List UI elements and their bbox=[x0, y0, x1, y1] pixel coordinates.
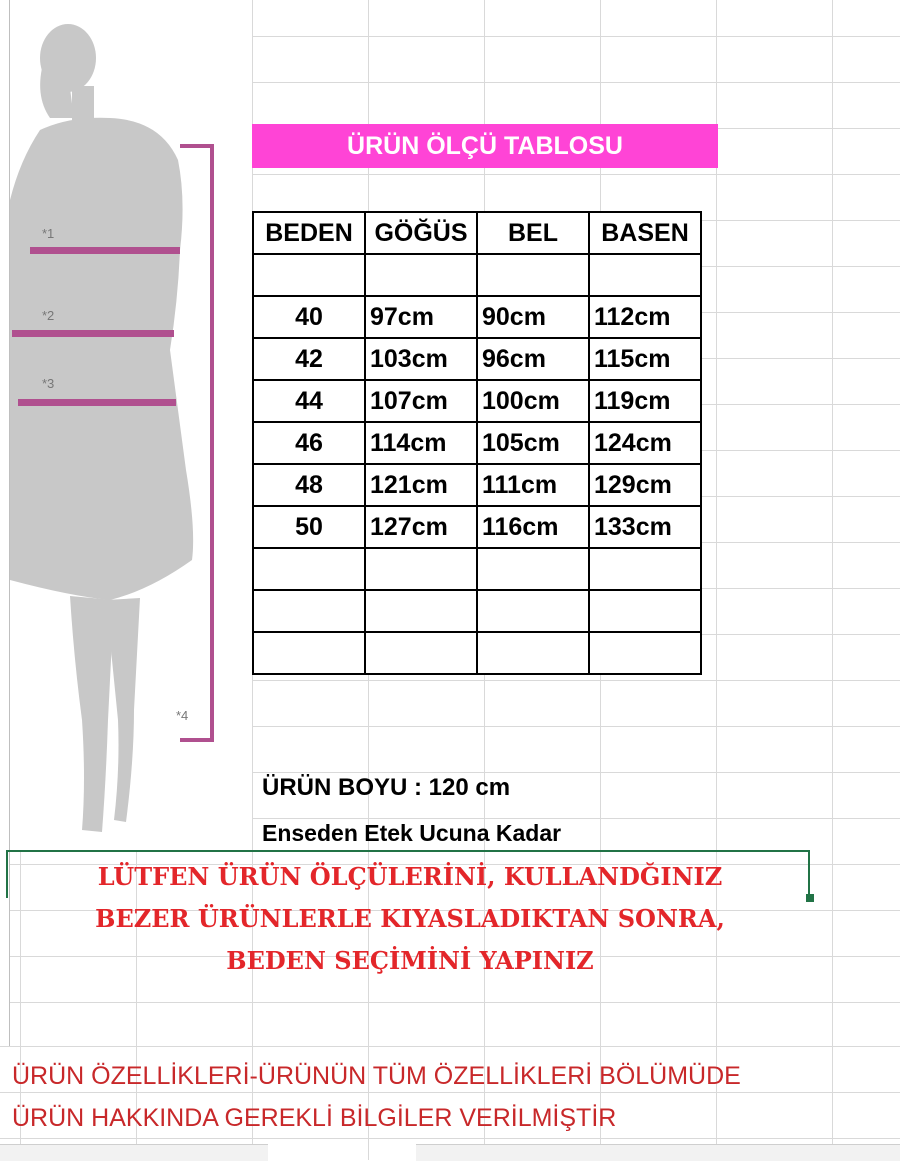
table-cell: 40 bbox=[253, 296, 365, 338]
marker-hip: *3 bbox=[42, 376, 55, 391]
product-length-note: Enseden Etek Ucuna Kadar bbox=[262, 820, 562, 846]
size-table-title: ÜRÜN ÖLÇÜ TABLOSU bbox=[252, 124, 718, 168]
table-cell: 133cm bbox=[589, 506, 701, 548]
table-cell bbox=[365, 632, 477, 674]
table-cell bbox=[589, 548, 701, 590]
table-cell: 121cm bbox=[365, 464, 477, 506]
table-row bbox=[253, 464, 701, 506]
table-cell: 116cm bbox=[477, 506, 589, 548]
table-cell: 42 bbox=[253, 338, 365, 380]
table-cell: 115cm bbox=[589, 338, 701, 380]
table-cell: 127cm bbox=[365, 506, 477, 548]
footer-line: ÜRÜN HAKKINDA GEREKLİ BİLGİLER VERİLMİŞTİR bbox=[12, 1104, 617, 1132]
marker-waist: *2 bbox=[42, 308, 55, 323]
marker-length: *4 bbox=[176, 708, 189, 723]
notice-line: BEZER ÜRÜNLERLE KIYASLADIKTAN SONRA, bbox=[95, 904, 725, 933]
table-cell: 129cm bbox=[589, 464, 701, 506]
hip-measure-line bbox=[18, 399, 176, 406]
table-header-row bbox=[253, 212, 701, 254]
table-cell: 119cm bbox=[589, 380, 701, 422]
table-cell: 50 bbox=[253, 506, 365, 548]
sheet-tab[interactable] bbox=[0, 1144, 268, 1161]
table-cell: 100cm bbox=[477, 380, 589, 422]
measurement-figure bbox=[10, 0, 252, 850]
notice-line: BEDEN SEÇİMİNİ YAPINIZ bbox=[226, 946, 594, 975]
table-cell: 111cm bbox=[477, 464, 589, 506]
footer-line: ÜRÜN ÖZELLİKLERİ-ÜRÜNÜN TÜM ÖZELLİKLERİ BÖLÜMÜDE bbox=[12, 1062, 741, 1090]
table-cell: 107cm bbox=[365, 380, 477, 422]
table-cell: 97cm bbox=[365, 296, 477, 338]
table-cell: 105cm bbox=[477, 422, 589, 464]
table-cell: 48 bbox=[253, 464, 365, 506]
table-cell: 46 bbox=[253, 422, 365, 464]
table-row bbox=[253, 548, 701, 590]
product-length: ÜRÜN BOYU : 120 cm bbox=[262, 774, 511, 801]
table-row bbox=[253, 422, 701, 464]
table-row bbox=[253, 590, 701, 632]
table-cell: 112cm bbox=[589, 296, 701, 338]
header-size: BEDEN bbox=[253, 212, 365, 254]
length-bracket bbox=[180, 144, 214, 742]
notice-line: LÜTFEN ÜRÜN ÖLÇÜLERİNİ, KULLANDĞINIZ bbox=[97, 862, 723, 891]
table-cell bbox=[589, 254, 701, 296]
table-cell bbox=[253, 590, 365, 632]
table-cell bbox=[253, 254, 365, 296]
table-cell bbox=[477, 632, 589, 674]
marker-bust: *1 bbox=[42, 226, 55, 241]
table-cell bbox=[477, 590, 589, 632]
size-selection-notice bbox=[0, 856, 820, 982]
table-cell: 90cm bbox=[477, 296, 589, 338]
table-row bbox=[253, 296, 701, 338]
table-row bbox=[253, 632, 701, 674]
table-row bbox=[253, 254, 701, 296]
table-cell: 124cm bbox=[589, 422, 701, 464]
header-hip: BASEN bbox=[589, 212, 701, 254]
bust-measure-line bbox=[30, 247, 180, 254]
table-cell: 96cm bbox=[477, 338, 589, 380]
table-row bbox=[253, 380, 701, 422]
table-cell bbox=[365, 590, 477, 632]
table-cell bbox=[365, 548, 477, 590]
sheet-tab[interactable] bbox=[416, 1144, 900, 1161]
header-bust: GÖĞÜS bbox=[365, 212, 477, 254]
table-cell bbox=[477, 548, 589, 590]
waist-measure-line bbox=[12, 330, 174, 337]
size-table bbox=[252, 211, 702, 675]
table-cell bbox=[589, 590, 701, 632]
table-row bbox=[253, 338, 701, 380]
table-cell: 44 bbox=[253, 380, 365, 422]
table-cell bbox=[589, 632, 701, 674]
table-cell bbox=[253, 632, 365, 674]
table-cell bbox=[477, 254, 589, 296]
header-waist: BEL bbox=[477, 212, 589, 254]
table-cell bbox=[253, 548, 365, 590]
woman-silhouette-icon bbox=[10, 0, 252, 850]
row-header-edge bbox=[0, 0, 10, 1160]
table-cell: 114cm bbox=[365, 422, 477, 464]
table-cell: 103cm bbox=[365, 338, 477, 380]
table-row bbox=[253, 506, 701, 548]
table-cell bbox=[365, 254, 477, 296]
